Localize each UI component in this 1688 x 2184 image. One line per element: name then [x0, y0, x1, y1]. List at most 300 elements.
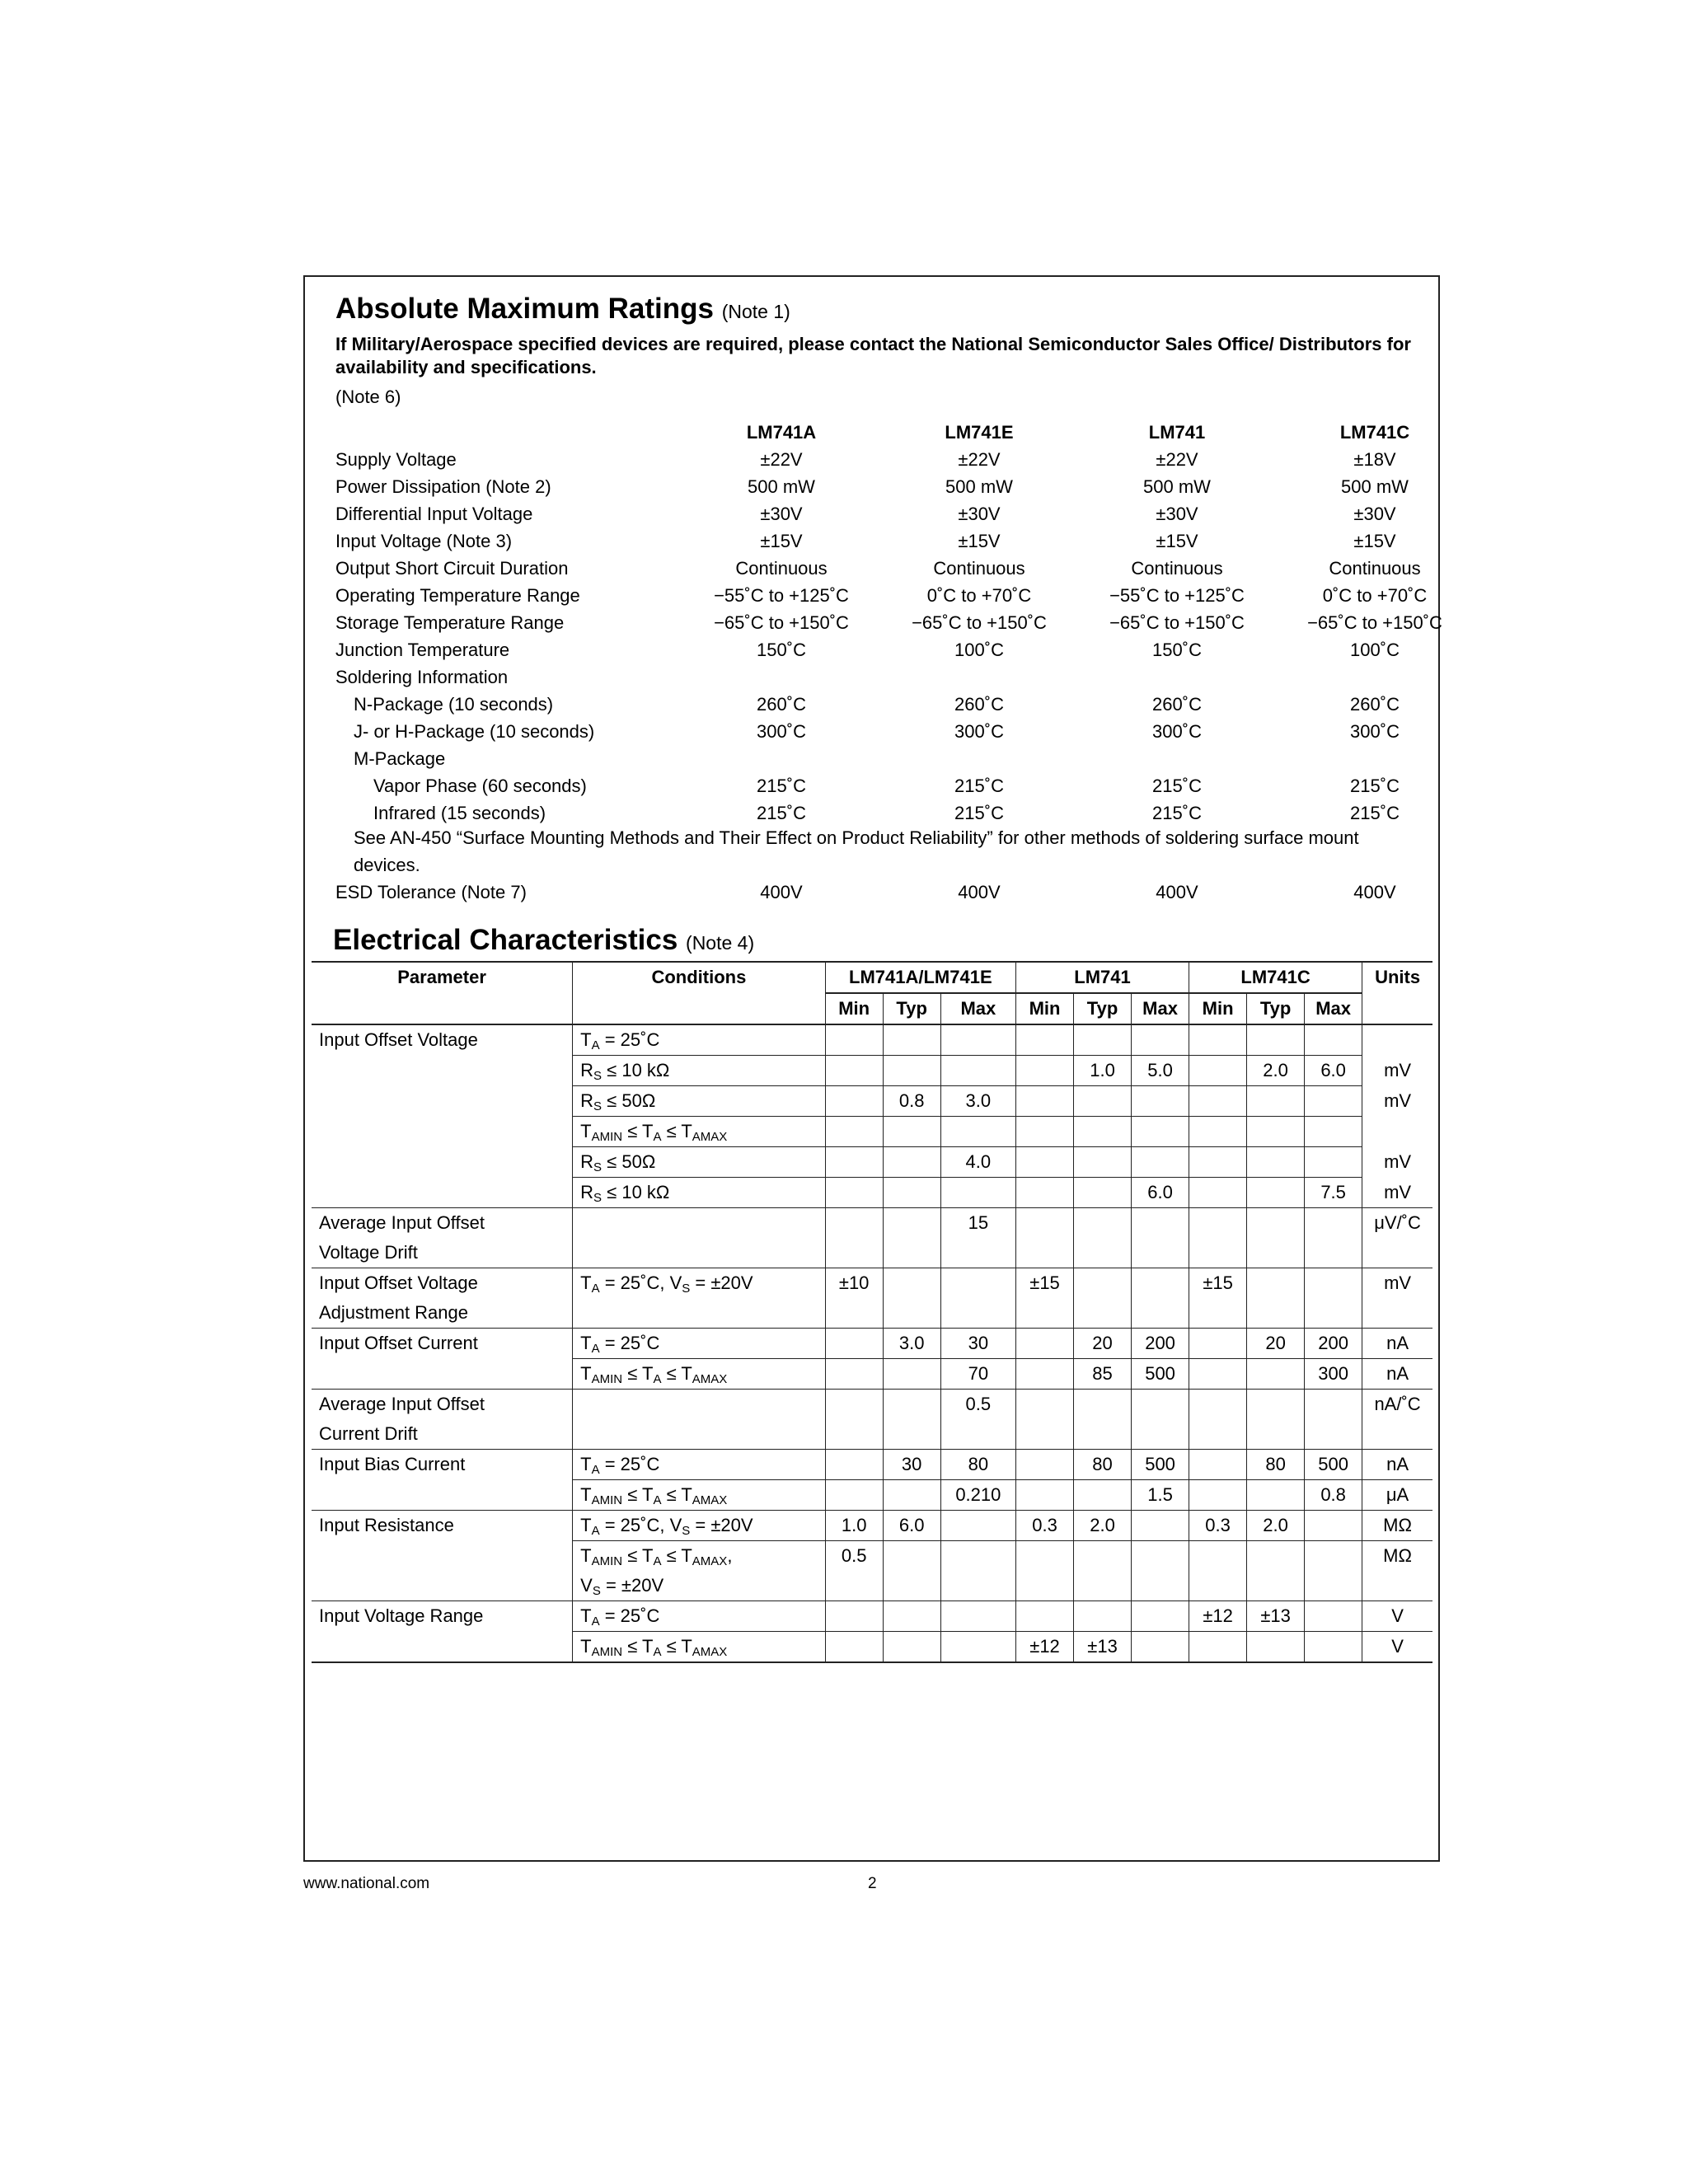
- ec-parameter: Average Input Offset: [312, 1208, 573, 1239]
- ec-parameter: [312, 1541, 573, 1572]
- amr-cell: 100˚C: [1350, 640, 1400, 660]
- ec-condition: [573, 1298, 826, 1329]
- ec-value: [940, 1268, 1015, 1299]
- ec-subheader: Typ: [1247, 993, 1305, 1024]
- ec-unit: [1362, 1571, 1432, 1601]
- amr-cell: 215˚C: [954, 803, 1004, 823]
- ec-value: [1305, 1511, 1362, 1541]
- ec-parameter: Input Offset Voltage: [312, 1024, 573, 1056]
- ec-value: [1132, 1511, 1189, 1541]
- ec-value: [1016, 1147, 1074, 1178]
- ec-value: [1132, 1024, 1189, 1056]
- amr-cell: [1078, 745, 1276, 772]
- ec-value: [940, 1541, 1015, 1572]
- amr-cell: ±22V: [1156, 449, 1198, 470]
- amr-title: Absolute Maximum Ratings (Note 1): [335, 293, 790, 325]
- ec-value: [883, 1024, 940, 1056]
- ec-header-units: Units: [1362, 962, 1432, 1024]
- ec-value: [1074, 1208, 1132, 1239]
- ec-parameter: [312, 1117, 573, 1147]
- ec-value: 6.0: [883, 1511, 940, 1541]
- ec-value: ±15: [1016, 1268, 1074, 1299]
- amr-cell: ±22V: [958, 449, 1001, 470]
- ec-value: [1016, 1541, 1074, 1572]
- amr-cell: 100˚C: [954, 640, 1004, 660]
- ec-parameter: [312, 1480, 573, 1511]
- ec-value: [1016, 1390, 1074, 1420]
- ec-value: [1189, 1541, 1247, 1572]
- ec-value: 20: [1247, 1329, 1305, 1359]
- ec-unit: mV: [1362, 1268, 1432, 1299]
- ec-subheader: Typ: [1074, 993, 1132, 1024]
- ec-value: [1132, 1147, 1189, 1178]
- amr-cell: ±15V: [1353, 531, 1396, 551]
- ec-value: [1189, 1450, 1247, 1480]
- amr-cell: 215˚C: [757, 803, 806, 823]
- ec-value: [1132, 1268, 1189, 1299]
- ec-value: [1247, 1571, 1305, 1601]
- ec-value: [1016, 1419, 1074, 1450]
- amr-cell: ±18V: [1353, 449, 1396, 470]
- ec-value: [1074, 1571, 1132, 1601]
- amr-cell: −65˚C to +150˚C: [1307, 612, 1442, 633]
- ec-value: [1305, 1208, 1362, 1239]
- ec-value: [1016, 1480, 1074, 1511]
- ec-unit: mV: [1362, 1147, 1432, 1178]
- ec-row: [312, 1480, 1432, 1511]
- ec-value: [1305, 1238, 1362, 1268]
- ec-value: [825, 1601, 883, 1632]
- ec-value: [1132, 1117, 1189, 1147]
- amr-title-note: (Note 1): [721, 301, 790, 322]
- ec-condition: [573, 1208, 826, 1239]
- ec-parameter: [312, 1359, 573, 1390]
- ec-subheader: Typ: [883, 993, 940, 1024]
- ec-value: [1016, 1178, 1074, 1208]
- amr-row: [335, 691, 1474, 718]
- ec-row: [312, 1298, 1432, 1329]
- ec-row: [312, 1117, 1432, 1147]
- ec-row: [312, 1238, 1432, 1268]
- amr-row-label: Vapor Phase (60 seconds): [373, 776, 587, 796]
- ec-value: 500: [1132, 1450, 1189, 1480]
- ec-value: 20: [1074, 1329, 1132, 1359]
- ec-condition: $R_S \le 10$ kΩ: [573, 1056, 826, 1086]
- ec-value: [1074, 1480, 1132, 1511]
- ec-condition: $T_{AMIN} \le T_A \le T_{AMAX}$,: [573, 1541, 826, 1572]
- ec-value: [1247, 1632, 1305, 1663]
- esd-row-table: [335, 879, 1474, 906]
- amr-row-label: Supply Voltage: [335, 449, 457, 470]
- ec-value: [825, 1208, 883, 1239]
- ec-unit: MΩ: [1362, 1511, 1432, 1541]
- ec-value: [825, 1359, 883, 1390]
- amr-row-label: Differential Input Voltage: [335, 504, 533, 524]
- ec-value: [1189, 1359, 1247, 1390]
- amr-cell: 215˚C: [1152, 776, 1202, 796]
- ec-value: [940, 1511, 1015, 1541]
- ec-value: [883, 1632, 940, 1663]
- ec-condition: [573, 1390, 826, 1420]
- ec-value: [940, 1632, 1015, 1663]
- amr-cell: ±30V: [760, 504, 803, 524]
- ec-value: [1189, 1238, 1247, 1268]
- ec-value: [1305, 1147, 1362, 1178]
- ec-value: [1189, 1480, 1247, 1511]
- ec-row: [312, 1632, 1432, 1663]
- ec-value: [1189, 1024, 1247, 1056]
- ec-value: [1016, 1329, 1074, 1359]
- amr-cell: 215˚C: [1350, 776, 1400, 796]
- ec-row: [312, 1024, 1432, 1056]
- ec-condition: $T_{AMIN} \le T_A \le T_{AMAX}$: [573, 1117, 826, 1147]
- ec-value: [883, 1178, 940, 1208]
- ec-value: ±15: [1189, 1268, 1247, 1299]
- ec-value: [825, 1056, 883, 1086]
- ec-value: 15: [940, 1208, 1015, 1239]
- amr-cell: ±22V: [760, 449, 803, 470]
- ec-value: [1189, 1056, 1247, 1086]
- amr-cell: 215˚C: [1152, 803, 1202, 823]
- amr-col-header: LM741C: [1339, 422, 1410, 443]
- ec-value: [1074, 1601, 1132, 1632]
- ec-value: [1189, 1329, 1247, 1359]
- amr-row: [335, 745, 1474, 772]
- ec-value: 4.0: [940, 1147, 1015, 1178]
- ec-value: [1305, 1541, 1362, 1572]
- ec-value: [1132, 1390, 1189, 1420]
- ec-value: ±13: [1074, 1632, 1132, 1663]
- ec-value: 6.0: [1132, 1178, 1189, 1208]
- amr-row: [335, 527, 1474, 555]
- ec-value: 85: [1074, 1359, 1132, 1390]
- ec-value: [1247, 1298, 1305, 1329]
- ec-value: [1247, 1208, 1305, 1239]
- ec-value: [940, 1419, 1015, 1450]
- ec-value: [825, 1450, 883, 1480]
- ec-value: [940, 1117, 1015, 1147]
- ec-value: [1305, 1390, 1362, 1420]
- ec-value: [1074, 1541, 1132, 1572]
- ec-value: 200: [1305, 1329, 1362, 1359]
- ec-condition: $T_A$ = 25˚C: [573, 1329, 826, 1359]
- ec-row: [312, 1571, 1432, 1601]
- ec-value: [883, 1268, 940, 1299]
- ec-value: [940, 1601, 1015, 1632]
- amr-cell: 150˚C: [1152, 640, 1202, 660]
- amr-cell: 300˚C: [954, 721, 1004, 742]
- ec-header-conditions: Conditions: [573, 962, 826, 1024]
- ec-subheader: Min: [825, 993, 883, 1024]
- amr-row-label: J- or H-Package (10 seconds): [354, 721, 595, 742]
- ec-value: [1016, 1359, 1074, 1390]
- amr-cell: 260˚C: [757, 694, 806, 715]
- amr-row-label: Power Dissipation (Note 2): [335, 476, 551, 497]
- amr-row-label: Infrared (15 seconds): [373, 803, 546, 823]
- ec-value: ±13: [1247, 1601, 1305, 1632]
- ec-condition: $R_S \le 50\Omega$: [573, 1147, 826, 1178]
- footer-url: www.national.com: [303, 1875, 430, 1892]
- ec-value: [883, 1390, 940, 1420]
- ec-value: [1074, 1268, 1132, 1299]
- ec-parameter: Current Drift: [319, 1423, 418, 1444]
- ec-subheader: Max: [940, 993, 1015, 1024]
- amr-cell: [880, 663, 1078, 691]
- ec-value: [1247, 1117, 1305, 1147]
- ec-value: [1132, 1541, 1189, 1572]
- amr-row: [335, 446, 1474, 473]
- amr-row: [335, 555, 1474, 582]
- ec-value: [1247, 1268, 1305, 1299]
- ec-value: [883, 1056, 940, 1086]
- ec-value: [825, 1147, 883, 1178]
- ec-value: [940, 1571, 1015, 1601]
- ec-subheader: Max: [1305, 993, 1362, 1024]
- ec-unit: μV/˚C: [1362, 1208, 1432, 1239]
- ec-value: [1074, 1086, 1132, 1117]
- note-6: (Note 6): [335, 387, 401, 407]
- ec-value: 1.0: [825, 1511, 883, 1541]
- amr-cell: ±15V: [760, 531, 803, 551]
- ec-value: [1016, 1238, 1074, 1268]
- ec-parameter: Input Offset Current: [312, 1329, 573, 1359]
- ec-unit: [1362, 1238, 1432, 1268]
- ec-value: [1132, 1601, 1189, 1632]
- amr-cell: −55˚C to +125˚C: [714, 585, 849, 606]
- ec-value: [1247, 1541, 1305, 1572]
- ec-row: [312, 1601, 1432, 1632]
- ec-value: [1016, 1450, 1074, 1480]
- ec-value: [1305, 1601, 1362, 1632]
- amr-cell: 215˚C: [954, 776, 1004, 796]
- ec-parameter: [312, 1086, 573, 1117]
- ec-value: 6.0: [1305, 1056, 1362, 1086]
- ec-value: [1247, 1390, 1305, 1420]
- amr-cell: Continuous: [735, 558, 828, 579]
- ec-value: [1074, 1147, 1132, 1178]
- ec-condition: $R_S \le 10$ kΩ: [573, 1178, 826, 1208]
- amr-cell: 215˚C: [1350, 803, 1400, 823]
- ec-row: [312, 1450, 1432, 1480]
- amr-row-label: Operating Temperature Range: [335, 585, 580, 606]
- ec-value: 200: [1132, 1329, 1189, 1359]
- ec-value: [883, 1419, 940, 1450]
- ec-value: 3.0: [883, 1329, 940, 1359]
- amr-cell: [1276, 663, 1474, 691]
- amr-row: [335, 718, 1474, 745]
- esd-label: ESD Tolerance (Note 7): [335, 882, 527, 902]
- ec-value: [1305, 1117, 1362, 1147]
- ec-value: [1016, 1601, 1074, 1632]
- ec-row: [312, 1208, 1432, 1239]
- ec-value: [940, 1298, 1015, 1329]
- ec-parameter: Input Voltage Range: [312, 1601, 573, 1632]
- amr-row: [335, 609, 1474, 636]
- ec-parameter: Average Input Offset: [312, 1390, 573, 1420]
- amr-cell: 500 mW: [945, 476, 1013, 497]
- amr-cell: [682, 745, 880, 772]
- ec-value: [1305, 1086, 1362, 1117]
- ec-value: [825, 1298, 883, 1329]
- amr-cell: Continuous: [933, 558, 1025, 579]
- ec-value: [1305, 1632, 1362, 1663]
- ec-parameter: Input Resistance: [312, 1511, 573, 1541]
- ec-value: [940, 1178, 1015, 1208]
- ec-value: [1189, 1086, 1247, 1117]
- amr-cell: 500 mW: [748, 476, 815, 497]
- amr-col-header: LM741: [1148, 422, 1206, 443]
- amr-row-label: Output Short Circuit Duration: [335, 558, 569, 579]
- ec-value: [825, 1329, 883, 1359]
- ec-condition: $T_{AMIN} \le T_A \le T_{AMAX}$: [573, 1632, 826, 1663]
- ec-value: [883, 1571, 940, 1601]
- ec-parameter: [312, 1147, 573, 1178]
- ec-unit: mV: [1362, 1086, 1432, 1117]
- amr-cell: 0˚C to +70˚C: [1322, 585, 1428, 606]
- ec-condition: $T_{AMIN} \le T_A \le T_{AMAX}$: [573, 1480, 826, 1511]
- ec-value: [883, 1541, 940, 1572]
- ec-value: [1074, 1298, 1132, 1329]
- ec-row: [312, 1329, 1432, 1359]
- ec-value: [1016, 1024, 1074, 1056]
- amr-cell: Continuous: [1329, 558, 1421, 579]
- amr-cell: −65˚C to +150˚C: [1109, 612, 1245, 633]
- amr-cell: 260˚C: [1350, 694, 1400, 715]
- ec-unit: nA: [1362, 1329, 1432, 1359]
- ec-value: ±12: [1016, 1632, 1074, 1663]
- amr-cell: 215˚C: [757, 776, 806, 796]
- ec-value: 1.0: [1074, 1056, 1132, 1086]
- ec-value: 0.5: [940, 1390, 1015, 1420]
- ec-subheader: Max: [1132, 993, 1189, 1024]
- amr-row: [335, 636, 1474, 663]
- ec-unit: [1362, 1419, 1432, 1450]
- esd-value: 400V: [1156, 881, 1198, 902]
- ec-value: [1189, 1117, 1247, 1147]
- amr-cell: ±15V: [1156, 531, 1198, 551]
- ec-value: [825, 1571, 883, 1601]
- ec-subheader: Min: [1189, 993, 1247, 1024]
- ec-value: [1074, 1238, 1132, 1268]
- ec-unit: mV: [1362, 1056, 1432, 1086]
- amr-cell: −55˚C to +125˚C: [1109, 585, 1245, 606]
- ec-condition: $T_{AMIN} \le T_A \le T_{AMAX}$: [573, 1359, 826, 1390]
- esd-value: 400V: [1353, 881, 1396, 902]
- ec-parameter: [312, 1571, 573, 1601]
- ec-condition: $T_A$ = 25˚C, $V_S = \pm 20V$: [573, 1511, 826, 1541]
- amr-cell: [1078, 663, 1276, 691]
- ec-value: ±10: [825, 1268, 883, 1299]
- ec-unit: nA/˚C: [1362, 1390, 1432, 1420]
- ec-unit: [1362, 1298, 1432, 1329]
- amr-cell: ±15V: [958, 531, 1001, 551]
- amr-cell: [1276, 745, 1474, 772]
- ec-value: 80: [1074, 1450, 1132, 1480]
- ec-value: [883, 1298, 940, 1329]
- ec-value: [825, 1086, 883, 1117]
- amr-cell: 150˚C: [757, 640, 806, 660]
- amr-cell: 300˚C: [1152, 721, 1202, 742]
- ec-subheader: Min: [1016, 993, 1074, 1024]
- ec-value: 3.0: [940, 1086, 1015, 1117]
- amr-cell: 260˚C: [954, 694, 1004, 715]
- ec-value: 2.0: [1247, 1056, 1305, 1086]
- amr-row: [335, 799, 1474, 827]
- ec-value: [1305, 1024, 1362, 1056]
- ec-value: 0.210: [940, 1480, 1015, 1511]
- ec-value: [940, 1024, 1015, 1056]
- ec-value: [1132, 1419, 1189, 1450]
- ec-value: [825, 1390, 883, 1420]
- ec-value: [883, 1359, 940, 1390]
- ec-value: [1305, 1419, 1362, 1450]
- ec-condition: $T_A$ = 25˚C, $V_S = \pm 20V$: [573, 1268, 826, 1299]
- ec-value: 0.3: [1016, 1511, 1074, 1541]
- ec-value: [1132, 1571, 1189, 1601]
- ec-value: 80: [1247, 1450, 1305, 1480]
- ec-value: [825, 1419, 883, 1450]
- ec-value: [1247, 1419, 1305, 1450]
- ec-value: [1074, 1024, 1132, 1056]
- ec-parameter: [312, 1056, 573, 1086]
- amr-row: [335, 772, 1474, 799]
- ec-parameter: [312, 1178, 573, 1208]
- ec-header-group: LM741A/LM741E: [825, 962, 1015, 993]
- amr-cell: [682, 663, 880, 691]
- ec-value: [1189, 1298, 1247, 1329]
- ec-value: [1247, 1086, 1305, 1117]
- ec-condition: $T_A$ = 25˚C: [573, 1601, 826, 1632]
- amr-row: [335, 663, 1474, 691]
- amr-cell: −65˚C to +150˚C: [714, 612, 849, 633]
- ec-value: 500: [1305, 1450, 1362, 1480]
- absolute-maximum-ratings-table: [335, 419, 1474, 827]
- ec-row: [312, 1268, 1432, 1299]
- ec-value: [1132, 1298, 1189, 1329]
- ec-value: [1016, 1571, 1074, 1601]
- ec-value: [1132, 1238, 1189, 1268]
- amr-row: [335, 500, 1474, 527]
- amr-col-header: LM741A: [746, 422, 817, 443]
- ec-value: 500: [1132, 1359, 1189, 1390]
- amr-cell: 500 mW: [1143, 476, 1211, 497]
- ec-parameter: Input Bias Current: [312, 1450, 573, 1480]
- ec-value: [883, 1480, 940, 1511]
- ec-unit: [1362, 1024, 1432, 1056]
- ec-value: [1189, 1571, 1247, 1601]
- amr-cell: 500 mW: [1341, 476, 1409, 497]
- ec-value: 0.8: [1305, 1480, 1362, 1511]
- ec-parameter: Voltage Drift: [319, 1242, 418, 1263]
- amr-row: [335, 473, 1474, 500]
- amr-header-row: [335, 419, 1474, 446]
- ec-row: [312, 1541, 1432, 1572]
- amr-cell: 300˚C: [1350, 721, 1400, 742]
- ec-unit: V: [1362, 1632, 1432, 1663]
- ec-value: [1247, 1238, 1305, 1268]
- ec-value: [1074, 1178, 1132, 1208]
- ec-value: [825, 1480, 883, 1511]
- ec-value: [1016, 1117, 1074, 1147]
- amr-cell: Continuous: [1131, 558, 1223, 579]
- ec-unit: mV: [1362, 1178, 1432, 1208]
- ec-header-group: LM741: [1016, 962, 1189, 993]
- ec-condition: $T_A$ = 25˚C: [573, 1024, 826, 1056]
- ec-value: 0.5: [825, 1541, 883, 1572]
- ec-header-parameter: Parameter: [312, 962, 573, 1024]
- ec-value: [1016, 1208, 1074, 1239]
- ec-unit: μA: [1362, 1480, 1432, 1511]
